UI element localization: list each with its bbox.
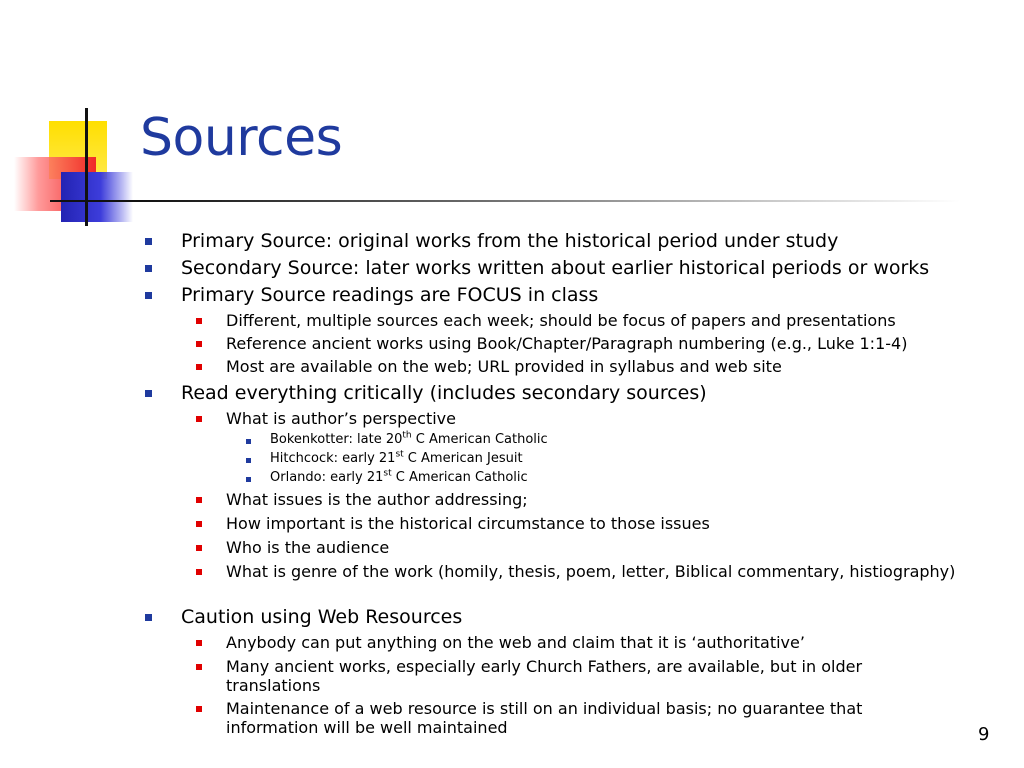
hitchcock-text: Hitchcock: early 21 (270, 451, 396, 466)
sub-bullet-maintenance: Maintenance of a web resource is still on an individual basis; no guarantee that information will be well maintained (226, 699, 863, 737)
sub-bullet-genre: What is genre of the work (homily, thesis, poem, letter, Biblical commentary, histiography) (226, 562, 956, 581)
sub-bullet-reference-works: Reference ancient works using Book/Chapter/Paragraph numbering (e.g., Luke 1:1-4) (226, 334, 908, 353)
sub-bullet-marker (196, 569, 202, 575)
bullet-marker (145, 292, 152, 299)
bokenkotter-text-end: C American Catholic (411, 432, 548, 447)
bullet-read-critically: Read everything critically (includes secondary sources) (181, 382, 707, 404)
sub-sub-bullet-hitchcock (270, 451, 523, 466)
sub-bullet-multiple-sources: Different, multiple sources each week; should be focus of papers and presentations (226, 311, 896, 330)
sub-bullet-author-perspective: What is author’s perspective (226, 409, 456, 428)
hitchcock-text-end: C American Jesuit (403, 451, 523, 466)
sub-sub-bullet-marker (246, 477, 251, 482)
bullet-marker (145, 265, 152, 272)
sub-bullet-web-availability: Most are available on the web; URL provided in syllabus and web site (226, 357, 782, 376)
orlando-text-end: C American Catholic (391, 470, 528, 485)
sub-bullet-marker (196, 416, 202, 422)
orlando-text: Orlando: early 21 (270, 470, 384, 485)
ornament-blue-square (61, 172, 133, 222)
bullet-marker (145, 614, 152, 621)
bullet-marker (145, 238, 152, 245)
sub-bullet-marker (196, 341, 202, 347)
sub-bullet-historical-circumstance: How important is the historical circumstance to those issues (226, 514, 710, 533)
bullet-marker (145, 390, 152, 397)
ornament-vertical-line (85, 108, 88, 226)
sub-bullet-anybody: Anybody can put anything on the web and claim that it is ‘authoritative’ (226, 633, 805, 652)
bullet-focus: Primary Source readings are FOCUS in class (181, 284, 599, 306)
sub-sub-bullet-marker (246, 439, 251, 444)
sub-bullet-issues: What issues is the author addressing; (226, 490, 528, 509)
bokenkotter-ordinal: th (402, 430, 412, 441)
sub-bullet-marker (196, 497, 202, 503)
sub-bullet-marker (196, 364, 202, 370)
bullet-primary-source: Primary Source: original works from the historical period under study (181, 230, 839, 252)
bokenkotter-text: Bokenkotter: late 20 (270, 432, 403, 447)
page-number: 9 (978, 724, 990, 745)
sub-bullet-older-translations: Many ancient works, especially early Church Fathers, are available, but in older translations (226, 657, 863, 695)
slide-title: Sources (140, 108, 343, 168)
title-underline (50, 200, 960, 202)
sub-sub-bullet-orlando (270, 470, 528, 485)
sub-sub-bullet-bokenkotter (270, 432, 548, 447)
sub-bullet-audience: Who is the audience (226, 538, 390, 557)
sub-sub-bullet-marker (246, 458, 251, 463)
bullet-caution-web: Caution using Web Resources (181, 606, 463, 628)
bullet-secondary-source: Secondary Source: later works written about earlier historical periods or works (181, 257, 930, 279)
sub-bullet-marker (196, 640, 202, 646)
sub-bullet-marker (196, 521, 202, 527)
sub-bullet-marker (196, 318, 202, 324)
sub-bullet-marker (196, 664, 202, 670)
hitchcock-ordinal: st (395, 449, 404, 460)
orlando-ordinal: st (383, 468, 392, 479)
sub-bullet-marker (196, 545, 202, 551)
sub-bullet-marker (196, 706, 202, 712)
